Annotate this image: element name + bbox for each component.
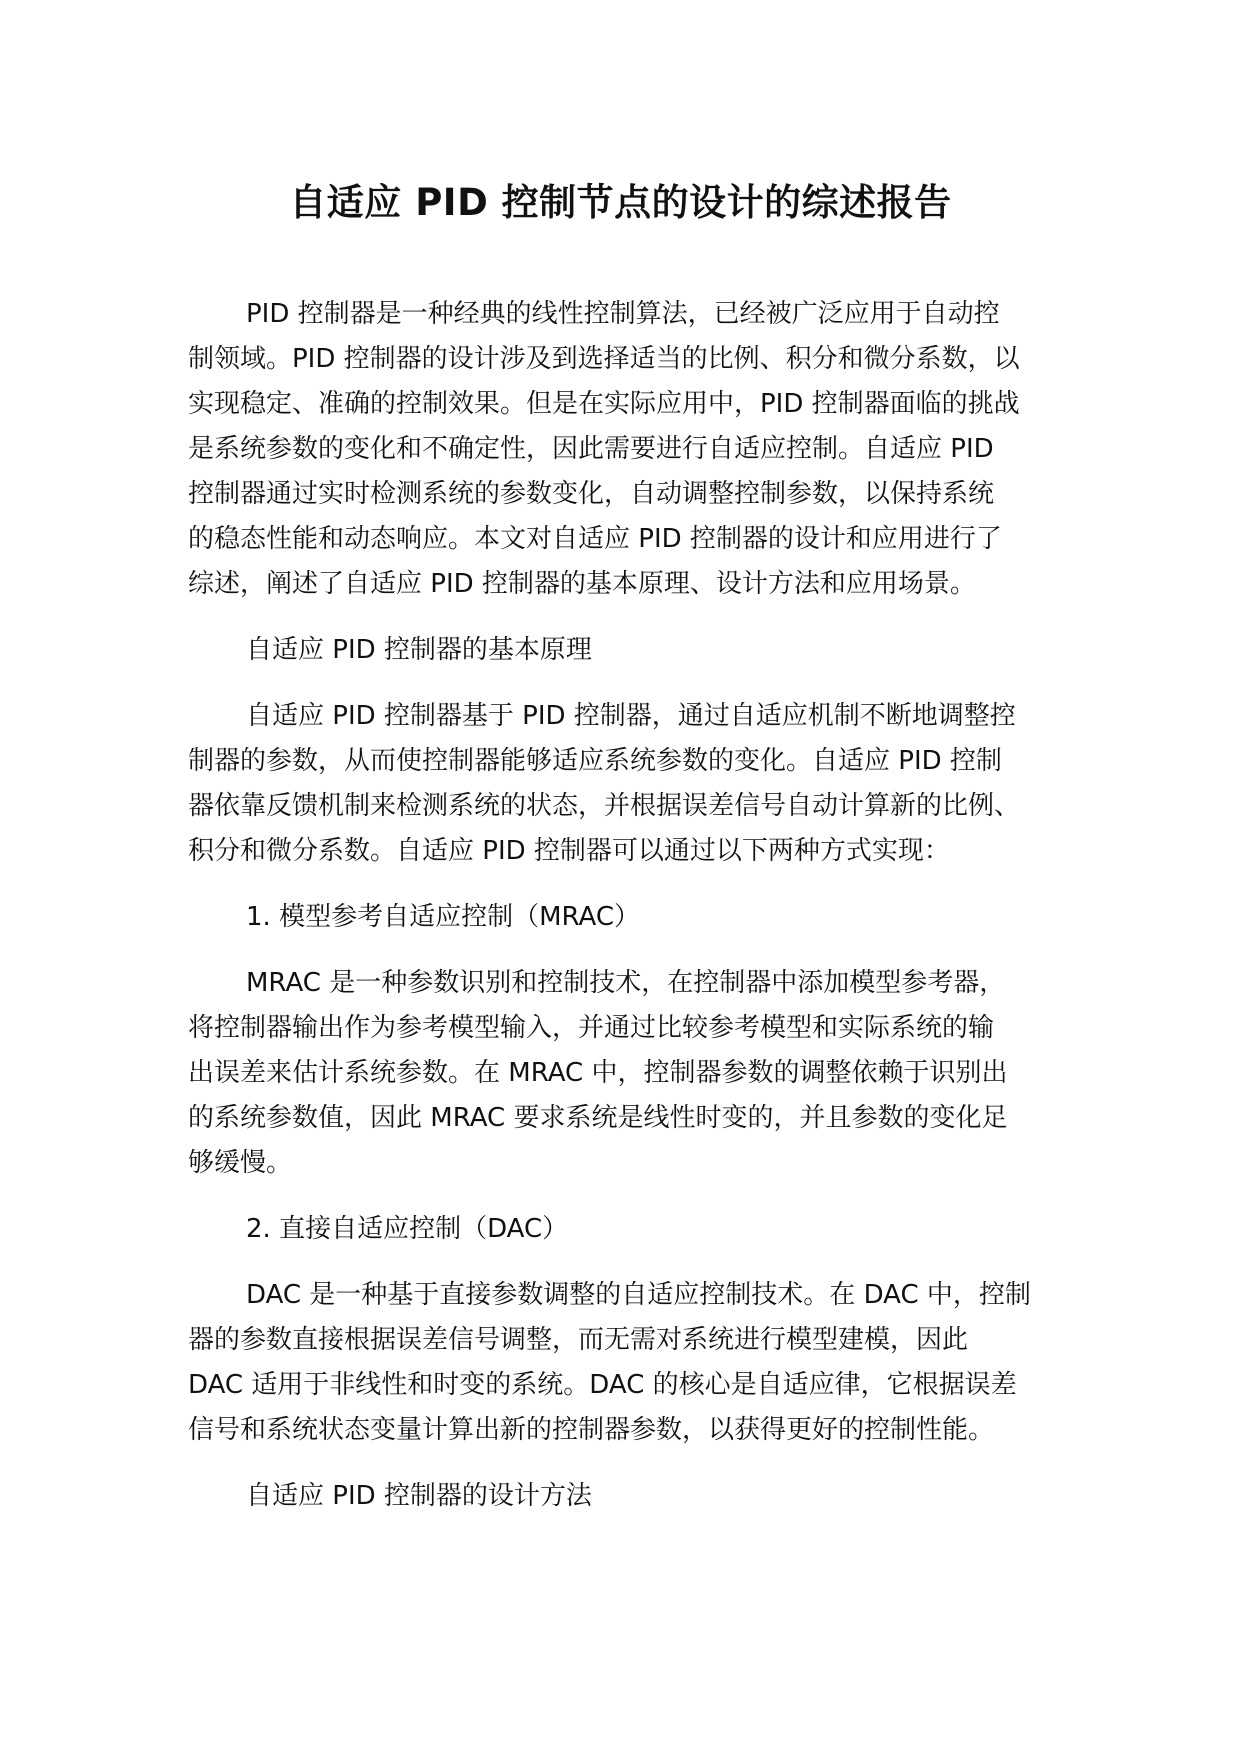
text-line: 实现稳定、准确的控制效果。但是在实际应用中，PID 控制器面临的挑战 [188, 389, 1020, 419]
text-line: MRAC 是一种参数识别和控制技术，在控制器中添加模型参考器， [246, 968, 1006, 998]
text-line: 控制器通过实时检测系统的参数变化，自动调整控制参数，以保持系统 [188, 479, 995, 509]
section-heading-mrac: 1. 模型参考自适应控制（MRAC） [246, 902, 640, 932]
text-line: 综述，阐述了自适应 PID 控制器的基本原理、设计方法和应用场景。 [188, 569, 976, 599]
paragraph-mrac [188, 961, 1068, 1186]
text-line: 将控制器输出作为参考模型输入，并通过比较参考模型和实际系统的输 [188, 1013, 995, 1043]
document-title: 自适应 PID 控制节点的设计的综述报告 [289, 181, 952, 224]
text-line: 是系统参数的变化和不确定性，因此需要进行自适应控制。自适应 PID [188, 434, 994, 464]
text-line: 出误差来估计系统参数。在 MRAC 中，控制器参数的调整依赖于识别出 [188, 1058, 1008, 1088]
text-line: 的稳态性能和动态响应。本文对自适应 PID 控制器的设计和应用进行了 [188, 524, 1002, 554]
text-line: DAC 是一种基于直接参数调整的自适应控制技术。在 DAC 中，控制 [246, 1280, 1031, 1310]
section-heading-dac: 2. 直接自适应控制（DAC） [246, 1214, 569, 1244]
section-heading-principle: 自适应 PID 控制器的基本原理 [246, 635, 592, 665]
text-line: 信号和系统状态变量计算出新的控制器参数，以获得更好的控制性能。 [188, 1415, 995, 1445]
text-line: 制器的参数，从而使控制器能够适应系统参数的变化。自适应 PID 控制 [188, 746, 1002, 776]
text-line: 积分和微分系数。自适应 PID 控制器可以通过以下两种方式实现： [188, 836, 950, 866]
text-line: 器依靠反馈机制来检测系统的状态，并根据误差信号自动计算新的比例、 [188, 791, 1021, 821]
text-line: 够缓慢。 [188, 1148, 293, 1178]
paragraph-intro [188, 292, 1068, 607]
text-line: 的系统参数值，因此 MRAC 要求系统是线性时变的，并且参数的变化足 [188, 1103, 1008, 1133]
paragraph-dac [188, 1273, 1068, 1453]
paragraph-principle [188, 694, 1068, 874]
text-line: 制领域。PID 控制器的设计涉及到选择适当的比例、积分和微分系数，以 [188, 344, 1020, 374]
text-line: PID 控制器是一种经典的线性控制算法，已经被广泛应用于自动控 [246, 299, 1000, 329]
section-heading-design: 自适应 PID 控制器的设计方法 [246, 1481, 592, 1511]
text-line: DAC 适用于非线性和时变的系统。DAC 的核心是自适应律，它根据误差 [188, 1370, 1017, 1400]
document-body [188, 292, 1068, 1540]
text-line: 自适应 PID 控制器基于 PID 控制器，通过自适应机制不断地调整控 [246, 701, 1016, 731]
text-line: 器的参数直接根据误差信号调整，而无需对系统进行模型建模，因此 [188, 1325, 969, 1355]
